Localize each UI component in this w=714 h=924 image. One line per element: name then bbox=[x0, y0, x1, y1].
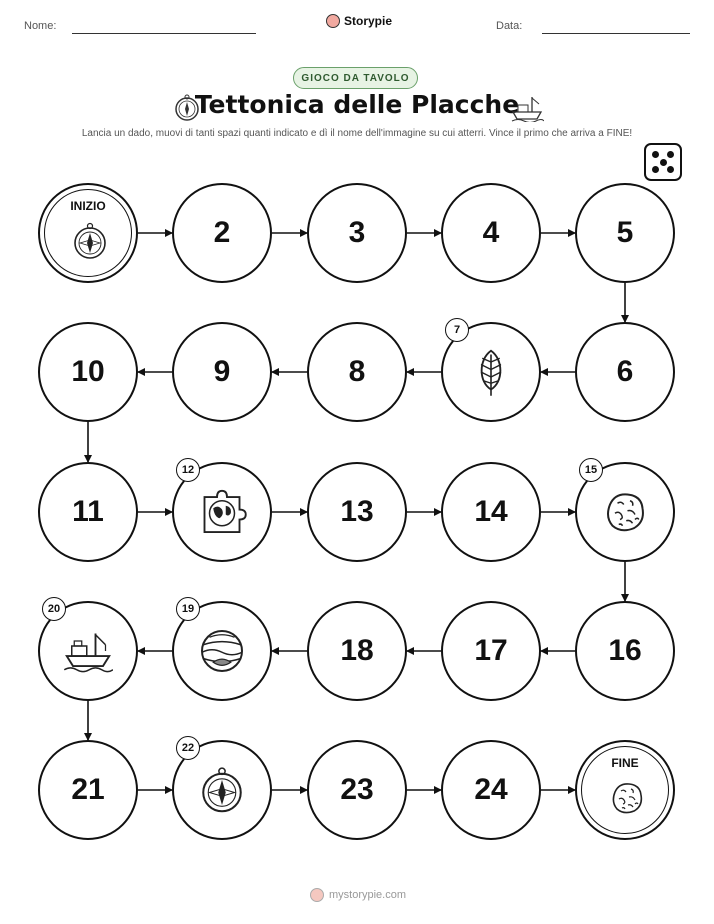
compass-icon bbox=[197, 765, 247, 815]
brand-name: Storypie bbox=[344, 14, 393, 28]
start-label: INIZIO bbox=[70, 199, 106, 213]
board-space-23 bbox=[307, 740, 407, 840]
space-number-badge: 20 bbox=[42, 597, 66, 621]
space-number: 16 bbox=[608, 634, 642, 667]
space-number: 23 bbox=[340, 773, 374, 806]
ship-icon bbox=[63, 626, 113, 676]
space-number-badge: 12 bbox=[176, 458, 200, 482]
board-space-17 bbox=[441, 601, 541, 701]
instructions: Lancia un dado, muovi di tanti spazi quanti indicato e dì il nome dell'immagine su cui atterri. Vince il primo che arriva a FINE! bbox=[81, 128, 633, 139]
board-space-13 bbox=[307, 462, 407, 562]
space-number: 17 bbox=[474, 634, 508, 667]
board-space-6 bbox=[575, 322, 675, 422]
finish-space bbox=[575, 740, 675, 840]
space-number: 9 bbox=[213, 355, 231, 388]
space-number: 13 bbox=[340, 495, 374, 528]
board-space-9 bbox=[172, 322, 272, 422]
space-number: 21 bbox=[71, 773, 105, 806]
board-space-4 bbox=[441, 183, 541, 283]
puzzle-earth-icon bbox=[197, 487, 247, 537]
date-label: Data: bbox=[496, 20, 523, 32]
category-badge: GIOCO DA TAVOLO bbox=[293, 67, 418, 89]
space-number-badge: 22 bbox=[176, 736, 200, 760]
space-number: 2 bbox=[213, 216, 231, 249]
space-number: 24 bbox=[474, 773, 508, 806]
page-title: Tettonica delle Placche bbox=[194, 90, 520, 119]
finish-label: FINE bbox=[611, 756, 639, 770]
board-space-5 bbox=[575, 183, 675, 283]
rock-icon bbox=[600, 487, 650, 537]
space-number: 4 bbox=[482, 216, 500, 249]
footer-url: mystorypie.com bbox=[329, 889, 407, 901]
board-space-21 bbox=[38, 740, 138, 840]
name-label: Nome: bbox=[24, 20, 57, 32]
space-number-badge: 19 bbox=[176, 597, 200, 621]
storypie-mascot-icon bbox=[310, 888, 324, 902]
space-number: 18 bbox=[340, 634, 374, 667]
board-space-11 bbox=[38, 462, 138, 562]
board-space-10 bbox=[38, 322, 138, 422]
rock-icon bbox=[607, 778, 647, 823]
fern-leaf-icon bbox=[466, 347, 516, 397]
space-number: 6 bbox=[616, 355, 634, 388]
space-number: 5 bbox=[616, 216, 634, 249]
space-number: 14 bbox=[474, 495, 508, 528]
earth-layers-icon bbox=[197, 626, 247, 676]
space-number: 8 bbox=[348, 355, 366, 388]
board-space-24 bbox=[441, 740, 541, 840]
board-space-14 bbox=[441, 462, 541, 562]
start-space bbox=[38, 183, 138, 283]
space-number-badge: 15 bbox=[579, 458, 603, 482]
board-space-16 bbox=[575, 601, 675, 701]
board-space-18 bbox=[307, 601, 407, 701]
space-number: 3 bbox=[348, 216, 366, 249]
board-space-2 bbox=[172, 183, 272, 283]
board-space-3 bbox=[307, 183, 407, 283]
space-number-badge: 7 bbox=[445, 318, 469, 342]
space-number: 11 bbox=[72, 495, 104, 528]
board-space-8 bbox=[307, 322, 407, 422]
space-number: 10 bbox=[71, 355, 105, 388]
compass-icon bbox=[70, 221, 110, 266]
footer bbox=[310, 888, 406, 902]
